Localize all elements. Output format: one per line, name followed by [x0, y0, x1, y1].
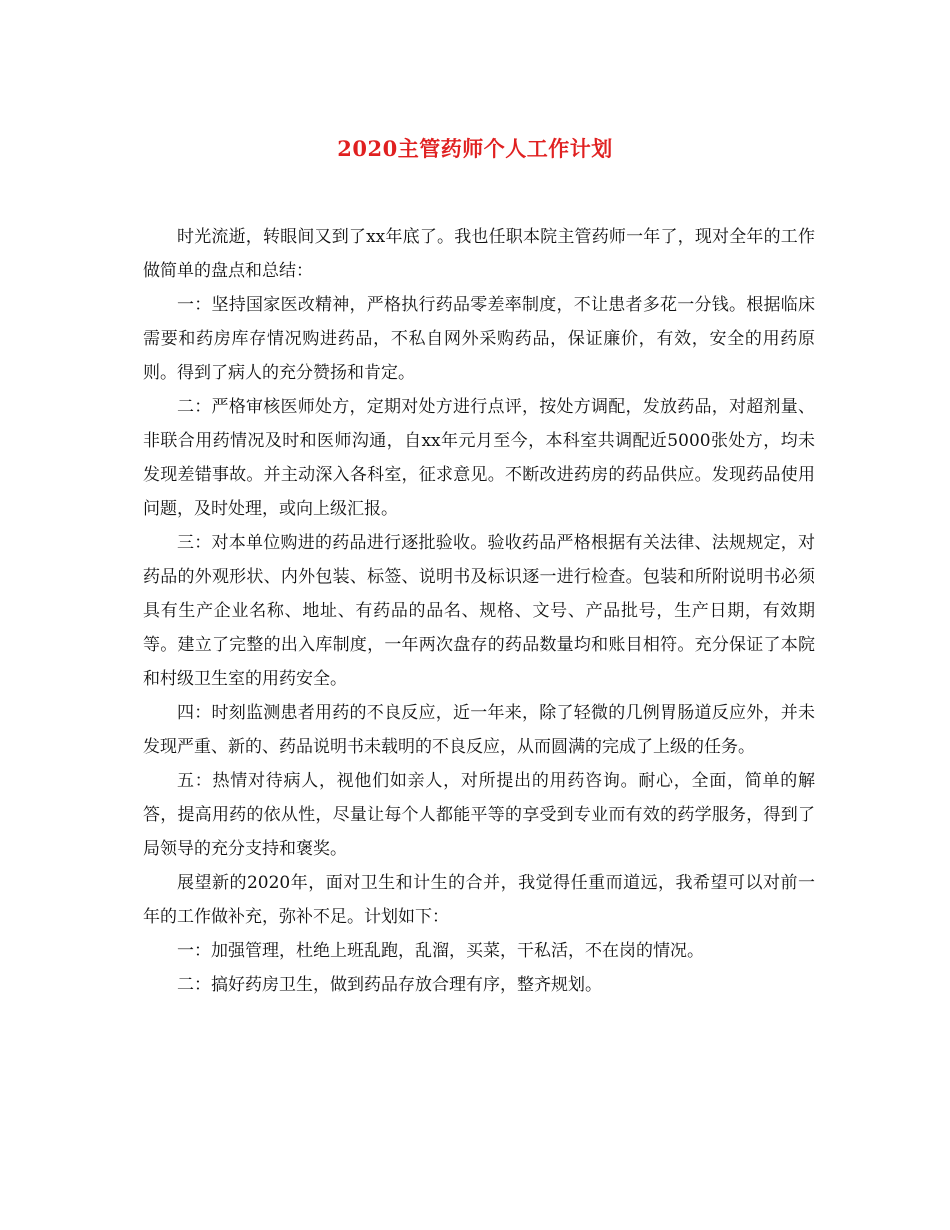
paragraph-item-1: 一：坚持国家医改精神，严格执行药品零差率制度，不让患者多花一分钱。根据临床需要和药房库存情况购进药品，不私自网外采购药品，保证廉价，有效，安全的用药原则。得到了病人的充分赞扬和肯定。: [143, 295, 815, 383]
paragraph-item-3: 三：对本单位购进的药品进行逐批验收。验收药品严格根据有关法律、法规规定，对药品的外观形状、内外包装、标签、说明书及标识逐一进行检查。包装和所附说明书必须具有生产企业名称、地址、有药品的品名、规格、文号、产品批号，生产日期，有效期等。建立了完整的出入库制度，一年两次盘存的药品数量均和账目相符。充分保证了本院和村级卫生室的用药安全。: [143, 533, 815, 689]
paragraph-plan-1: 一：加强管理，杜绝上班乱跑，乱溜，买菜，干私活，不在岗的情况。: [177, 941, 704, 961]
document-body: [143, 220, 815, 1002]
paragraph-plan-2: 二：搞好药房卫生，做到药品存放合理有序，整齐规划。: [177, 975, 602, 995]
paragraph-item-5: 五：热情对待病人，视他们如亲人，对所提出的用药咨询。耐心，全面，简单的解答，提高用药的依从性，尽量让每个人都能平等的享受到专业而有效的药学服务，得到了局领导的充分支持和褒奖。: [143, 771, 815, 859]
paragraph-intro: 时光流逝，转眼间又到了xx年底了。我也任职本院主管药师一年了，现对全年的工作做简单的盘点和总结：: [143, 227, 815, 281]
document-title: 2020主管药师个人工作计划: [337, 136, 613, 161]
paragraph-outlook: 展望新的2020年，面对卫生和计生的合并，我觉得任重而道远，我希望可以对前一年的工作做补充，弥补不足。计划如下：: [143, 873, 815, 927]
paragraph-item-2: 二：严格审核医师处方，定期对处方进行点评，按处方调配，发放药品，对超剂量、非联合用药情况及时和医师沟通，自xx年元月至今，本科室共调配近5000张处方，均未发现差错事故。并主动深入各科室，征求意见。不断改进药房的药品供应。发现药品使用问题，及时处理，或向上级汇报。: [143, 397, 815, 519]
paragraph-item-4: 四：时刻监测患者用药的不良反应，近一年来，除了轻微的几例胃肠道反应外，并未发现严重、新的、药品说明书未载明的不良反应，从而圆满的完成了上级的任务。: [143, 703, 815, 757]
